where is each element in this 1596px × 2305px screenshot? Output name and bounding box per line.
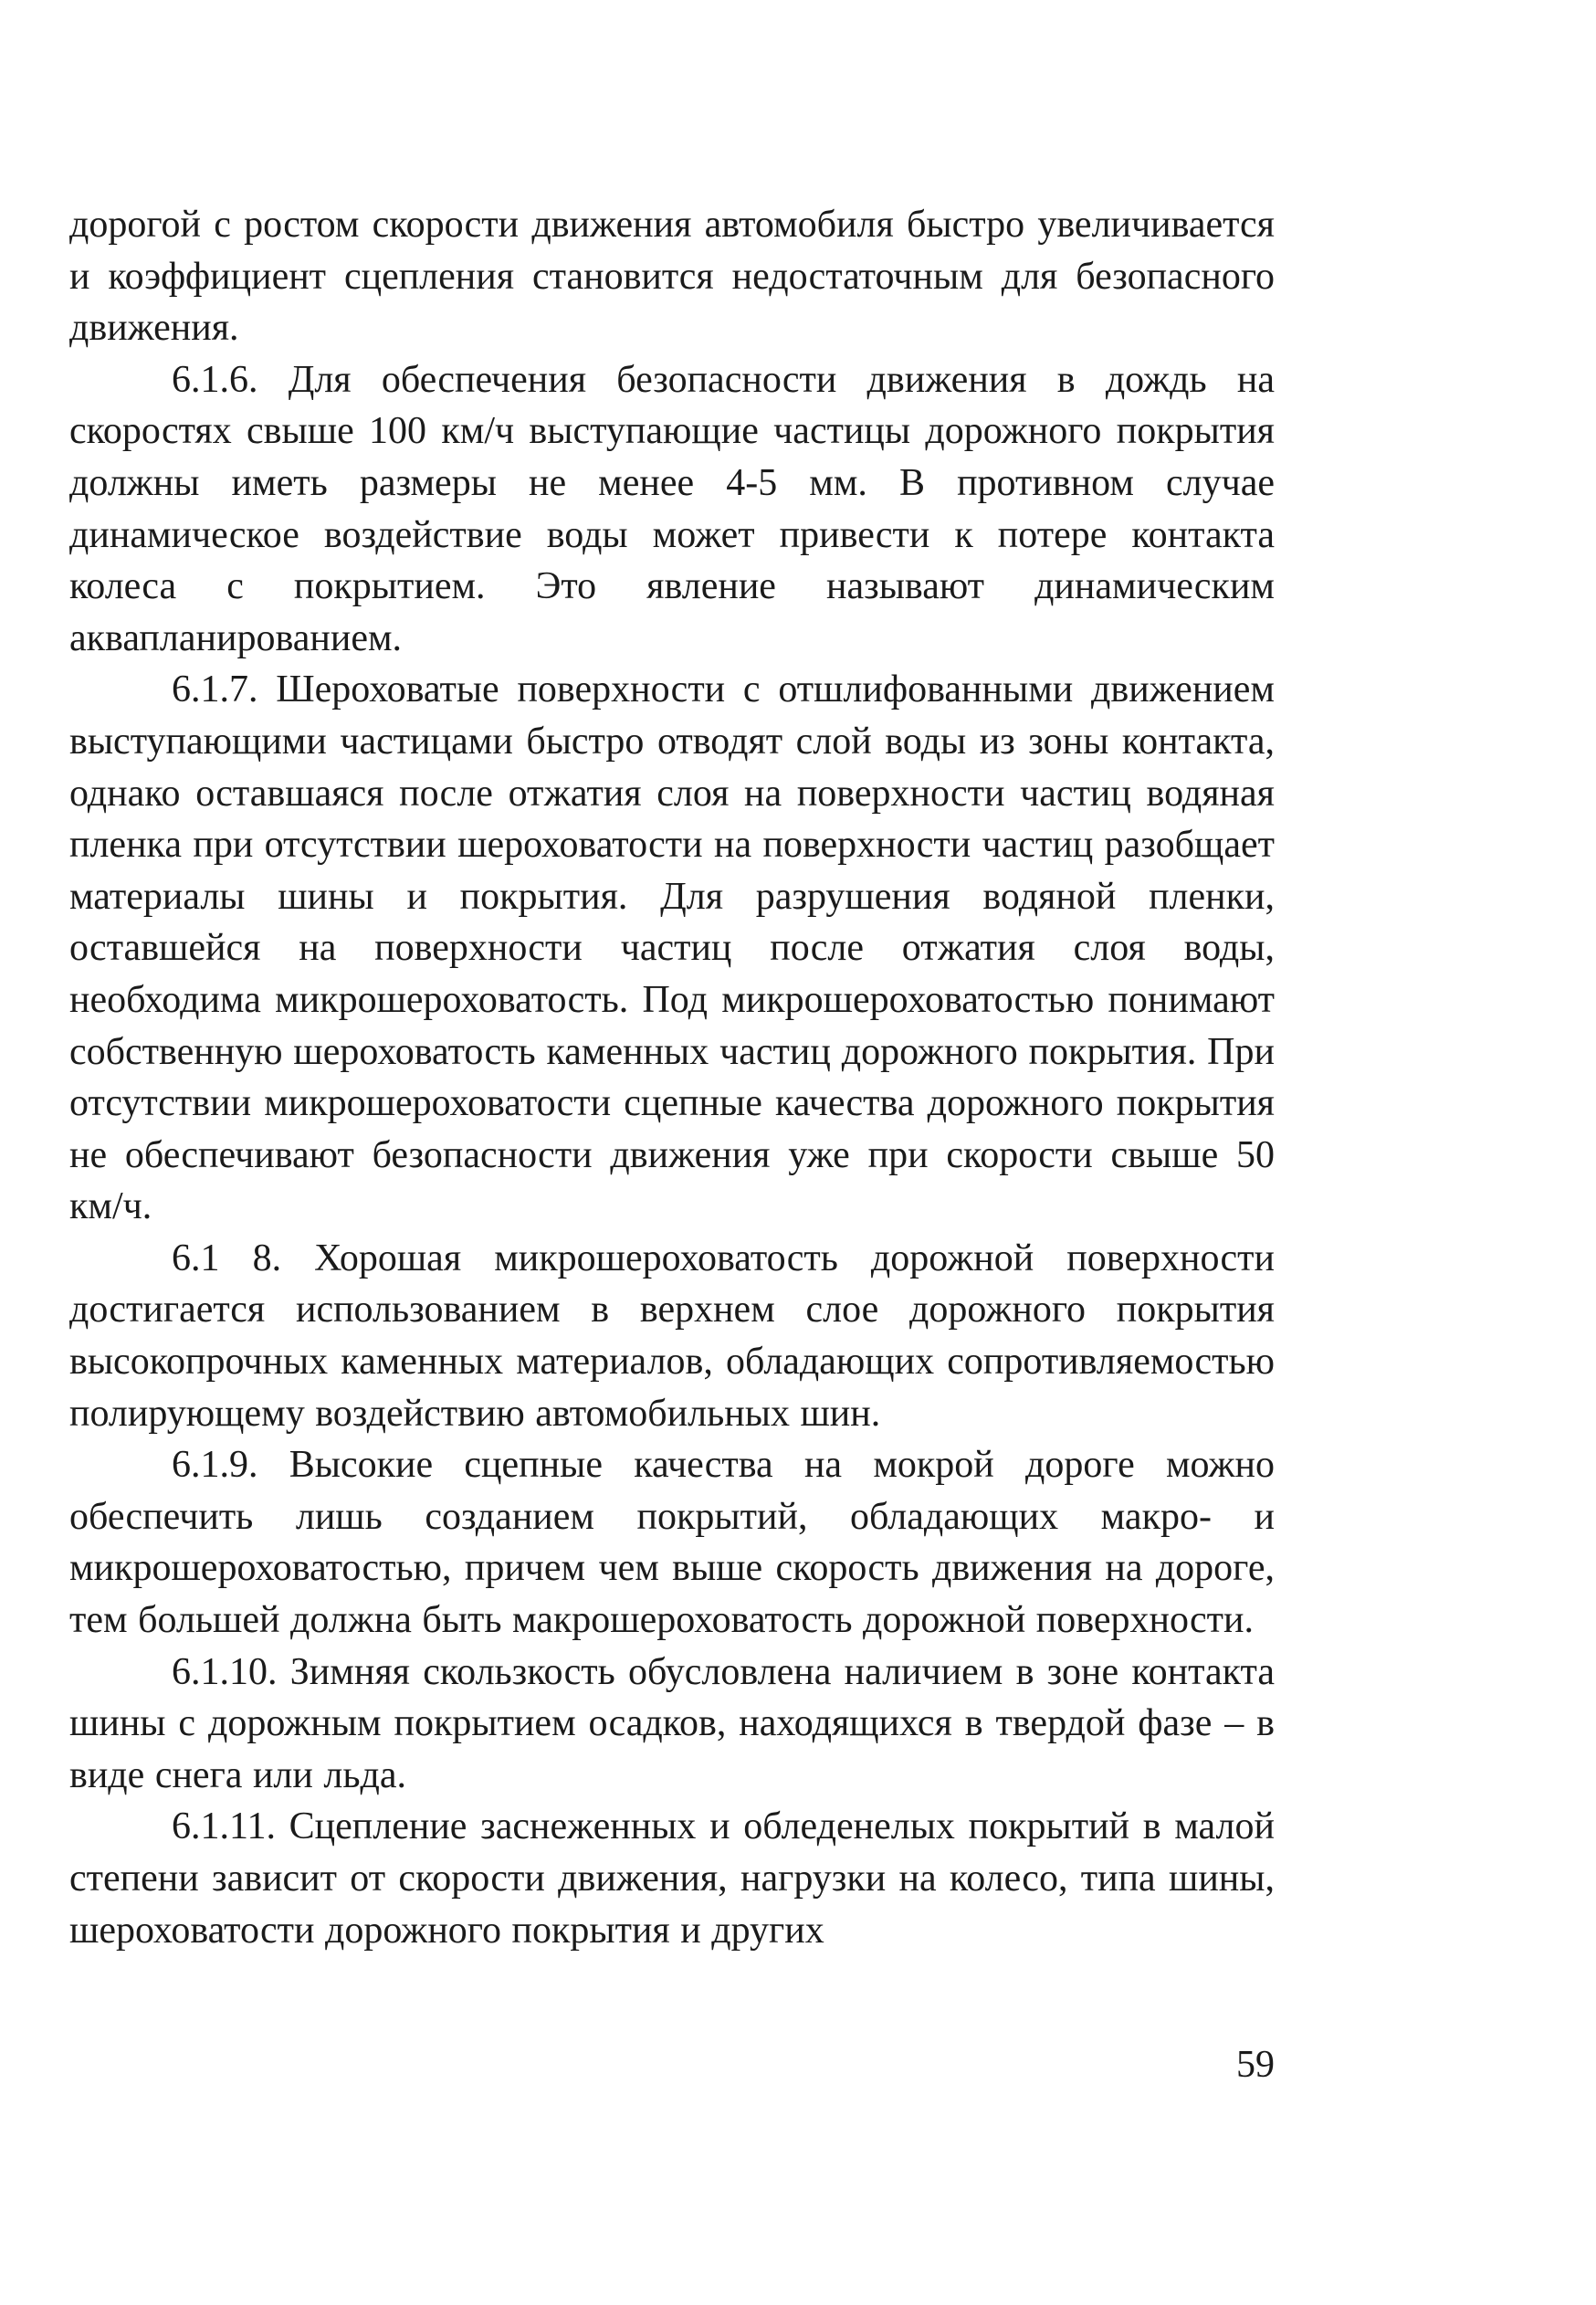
paragraph-6-1-6: 6.1.6. Для обеспечения безопасности движения в дождь на скоростях свыше 100 км/ч выступающие частицы дорожного покрытия должны иметь размеры не менее 4-5 мм. В противном случае динамическое воздействие воды может привести к потере контакта колеса с покрытием. Это явление называют динамическим аквапланированием. bbox=[69, 358, 1275, 659]
paragraph-6-1-7: 6.1.7. Шероховатые поверхности с отшлифованными движением выступающими частицами быстро отводят слой воды из зоны контакта, однако оставшаяся после отжатия слоя на поверхности частиц водяная пленка при отсутствии шероховатости на поверхности частиц разобщает материалы шины и покрытия. Для разрушения водяной пленки, оставшейся на поверхности частиц после отжатия слоя воды, необходима микрошероховатость. Под микрошероховатостью понимают собственную шероховатость каменных частиц дорожного покрытия. При отсутствии микрошероховатости сцепные качества дорожного покрытия не обеспечивают безопасности движения уже при скорости свыше 50 км/ч. bbox=[69, 668, 1275, 1228]
paragraph-6-1-10: 6.1.10. Зимняя скользкость обусловлена наличием в зоне контакта шины с дорожным покрытием осадков, находящихся в твердой фазе – в виде снега или льда. bbox=[69, 1650, 1275, 1796]
paragraph-6-1-9: 6.1.9. Высокие сцепные качества на мокрой дороге можно обеспечить лишь созданием покрытий, обладающих макро- и микрошероховатостью, причем чем выше скорость движения на дороге, тем большей должна быть макрошероховатость дорожной поверхности. bbox=[69, 1444, 1275, 1642]
paragraph-continued: дорогой с ростом скорости движения автомобиля быстро увеличивается и коэффициент сцепления становится недостаточным для безопасного движения. bbox=[69, 204, 1275, 350]
paragraph-6-1-8: 6.1 8. Хорошая микрошероховатость дорожной поверхности достигается использованием в верхнем слое дорожного покрытия высокопрочных каменных материалов, обладающих сопротивляемостью полирующему воздействию автомобильных шин. bbox=[69, 1237, 1275, 1435]
body-text bbox=[69, 199, 1275, 1956]
page-number: 59 bbox=[1236, 2044, 1275, 2086]
paragraph-6-1-11: 6.1.11. Сцепление заснеженных и обледенелых покрытий в малой степени зависит от скорости движения, нагрузки на колесо, типа шины, шероховатости дорожного покрытия и других bbox=[69, 1805, 1275, 1952]
